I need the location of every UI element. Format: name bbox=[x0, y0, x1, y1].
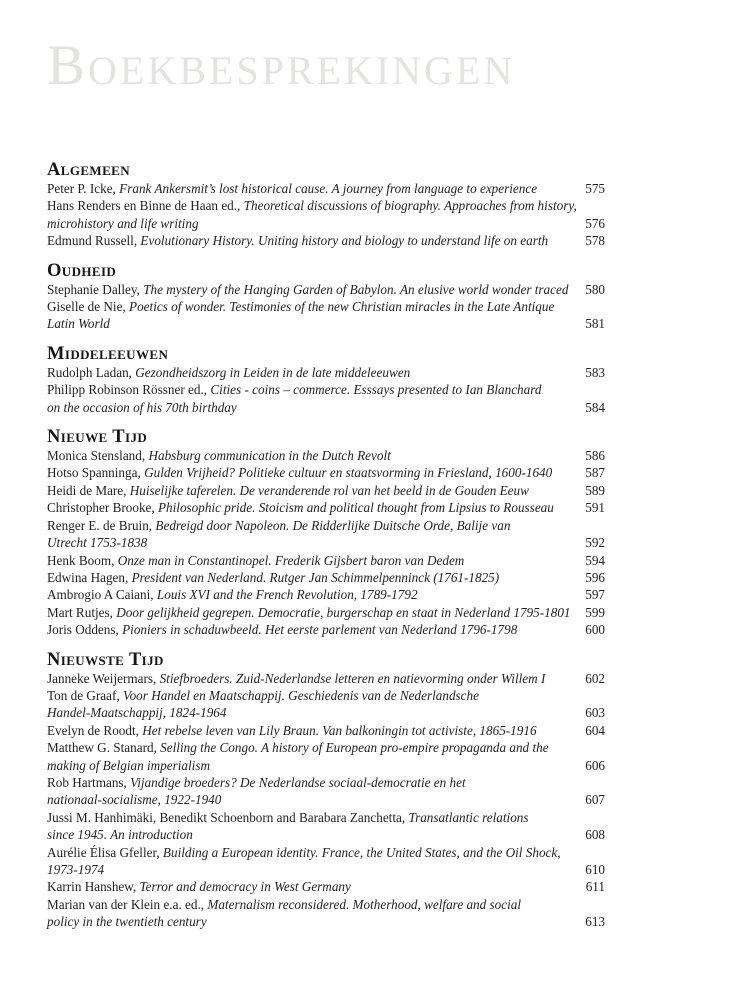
entry-title: since 1945. An introduction bbox=[47, 827, 193, 843]
entry-author: Jussi M. Hanhimäki, Benedikt Schoenborn and Barabara Zanchetta, bbox=[47, 809, 409, 825]
entry-title: Door gelijkheid gegrepen. Democratie, burgerschap en staat in Nederland 1795-1801 bbox=[116, 604, 571, 620]
entry-text bbox=[47, 198, 577, 213]
entry-text bbox=[47, 688, 479, 703]
entry-page-number: 586 bbox=[585, 448, 605, 464]
entry-title: microhistory and life writing bbox=[47, 215, 199, 231]
entry-text bbox=[47, 792, 221, 807]
entry-author: Heidi de Mare, bbox=[47, 482, 130, 498]
toc-line bbox=[47, 913, 605, 930]
entry-title: policy in the twentieth century bbox=[47, 914, 207, 930]
entry-page-number: 611 bbox=[585, 879, 605, 895]
entry-text bbox=[47, 448, 391, 463]
toc-line bbox=[47, 670, 605, 687]
entry-author: Karrin Hanshew, bbox=[47, 879, 140, 895]
entry-text bbox=[47, 827, 193, 842]
entry-title: Cities - coins – commerce. Esssays presented to Ian Blanchard bbox=[210, 382, 542, 398]
entry-title: Philosophic pride. Stoicism and political thought from Lipsius to Rousseau bbox=[157, 500, 554, 516]
toc-line bbox=[47, 364, 605, 381]
entry-page-number: 591 bbox=[585, 500, 605, 516]
entry-author: Hans Renders en Binne de Haan ed., bbox=[47, 198, 244, 214]
toc-line bbox=[47, 826, 605, 843]
entry-page-number: 589 bbox=[585, 482, 605, 498]
toc-line bbox=[47, 722, 605, 739]
entry-page-number: 584 bbox=[585, 399, 605, 415]
entry-text bbox=[47, 500, 554, 515]
entry-author: Marian van der Klein e.a. ed., bbox=[47, 896, 208, 912]
entry-title: Frank Ankersmit’s lost historical cause. A journey from language to experience bbox=[119, 181, 538, 196]
entry-text bbox=[47, 465, 552, 480]
entry-page-number: 587 bbox=[585, 465, 605, 481]
toc-line bbox=[47, 757, 605, 774]
entry-title: Poetics of wonder. Testimonies of the new Christian miracles in the Late Antique bbox=[129, 299, 555, 315]
entry-text bbox=[47, 758, 210, 773]
entry-title: Maternalism reconsidered. Motherhood, welfare and social bbox=[207, 896, 522, 912]
toc-line bbox=[47, 791, 605, 808]
entry-text bbox=[47, 605, 571, 620]
entry-title: Evolutionary History. Uniting history and biology to understand life on earth bbox=[140, 233, 549, 249]
section-heading: Nieuwe Tijd bbox=[47, 427, 148, 448]
entry-author: Edmund Russell, bbox=[47, 233, 141, 249]
entry-title: Louis XVI and the French Revolution, 1789-1792 bbox=[156, 587, 418, 603]
entry-author: Philipp Robinson Rössner ed., bbox=[47, 382, 211, 398]
entry-author: Monica Stensland, bbox=[47, 448, 149, 464]
toc-line bbox=[47, 809, 605, 826]
entry-author: Peter P. Icke, bbox=[47, 181, 120, 196]
toc-line bbox=[47, 180, 605, 197]
entry-page-number: 600 bbox=[585, 622, 605, 638]
entry-title: Onze man in Constantinopel. Frederik Gijsbert baron van Dedem bbox=[117, 552, 465, 568]
entry-text bbox=[47, 740, 549, 755]
entry-title: nationaal-socialisme, 1922-1940 bbox=[47, 792, 222, 808]
entry-title: Gulden Vrijheid? Politieke cultuur en staatsvorming in Friesland, 1600-1640 bbox=[144, 465, 553, 481]
entry-title: Het rebelse leven van Lily Braun. Van balkoningin tot activiste, 1865-1916 bbox=[142, 722, 537, 738]
entry-page-number: 592 bbox=[585, 535, 605, 551]
section-heading: Oudheid bbox=[47, 260, 117, 281]
entry-author: Henk Boom, bbox=[47, 552, 118, 568]
entry-title: Pioniers in schaduwbeeld. Het eerste parlement van Nederland 1796-1798 bbox=[122, 622, 518, 638]
section-heading: Middeleeuwen bbox=[47, 343, 169, 364]
entry-title: Handel-Maatschappij, 1824-1964 bbox=[47, 705, 227, 721]
entry-text bbox=[47, 705, 226, 720]
toc-line bbox=[47, 621, 605, 638]
toc-line bbox=[47, 896, 605, 913]
toc-line bbox=[47, 464, 605, 481]
toc-line bbox=[47, 447, 605, 464]
entry-title: The mystery of the Hanging Garden of Babylon. An elusive world wonder traced bbox=[143, 281, 569, 297]
toc-line bbox=[47, 232, 605, 249]
entry-title: Voor Handel en Maatschappij. Geschiedenis van de Nederlandsche bbox=[122, 687, 479, 703]
entry-title: Bedreigd door Napoleon. De Ridderlijke Duitsche Orde, Balije van bbox=[155, 517, 511, 533]
entry-author: Janneke Weijermars, bbox=[47, 670, 160, 686]
toc-line bbox=[47, 604, 605, 621]
page-title: Boekbesprekingen bbox=[47, 34, 516, 97]
entry-text bbox=[47, 216, 199, 231]
entry-text bbox=[47, 570, 499, 585]
entry-page-number: 597 bbox=[585, 587, 605, 603]
entry-title: Gezondheidszorg in Leiden in de late middeleeuwen bbox=[135, 364, 411, 380]
entry-page-number: 581 bbox=[585, 316, 605, 332]
entry-page-number: 602 bbox=[585, 670, 605, 686]
toc-line bbox=[47, 499, 605, 516]
entry-page-number: 608 bbox=[585, 827, 605, 843]
toc-section-algemeen bbox=[47, 160, 605, 250]
entry-title: Transatlantic relations bbox=[408, 809, 529, 825]
toc-line bbox=[47, 197, 605, 214]
entry-text bbox=[47, 299, 554, 314]
entry-text bbox=[47, 382, 541, 397]
entry-text bbox=[47, 553, 464, 568]
entry-text bbox=[47, 723, 537, 738]
toc-line bbox=[47, 281, 605, 298]
entry-title: Theoretical discussions of biography. Approaches from history, bbox=[243, 198, 577, 214]
toc-line bbox=[47, 399, 605, 416]
entry-author: Ton de Graaf, bbox=[47, 687, 123, 703]
entry-page-number: 578 bbox=[585, 233, 605, 249]
toc-line bbox=[47, 552, 605, 569]
entry-author: Mart Rutjes, bbox=[47, 604, 117, 620]
entry-title: Stiefbroeders. Zuid-Nederlandse letteren en natievorming onder Willem I bbox=[159, 670, 546, 686]
toc-section-nieuwe-tijd bbox=[47, 427, 605, 638]
entry-title: Selling the Congo. A history of European pro-empire propaganda and the bbox=[160, 740, 549, 756]
entry-text bbox=[47, 914, 207, 929]
entry-title: Huiselijke taferelen. De veranderende rol van het beeld in de Gouden Eeuw bbox=[129, 482, 529, 498]
entry-page-number: 583 bbox=[585, 364, 605, 380]
entry-author: Rob Hartmans, bbox=[47, 774, 131, 790]
toc-line bbox=[47, 381, 605, 398]
entry-title: on the occasion of his 70th birthday bbox=[47, 399, 237, 415]
entry-text bbox=[47, 897, 521, 912]
entry-text bbox=[47, 879, 351, 894]
section-heading: Algemeen bbox=[47, 160, 131, 180]
entry-author: Renger E. de Bruin, bbox=[47, 517, 156, 533]
toc-line bbox=[47, 878, 605, 895]
entry-page-number: 610 bbox=[585, 862, 605, 877]
entry-title: President van Nederland. Rutger Jan Schimmelpenninck (1761-1825) bbox=[131, 569, 500, 585]
entry-text bbox=[47, 181, 537, 196]
entry-title: 1973-1974 bbox=[47, 862, 105, 877]
entry-title: Terror and democracy in West Germany bbox=[139, 879, 351, 895]
entry-author: Rudolph Ladan, bbox=[47, 364, 136, 380]
entry-title: Latin World bbox=[47, 316, 110, 332]
entry-page-number: 599 bbox=[585, 604, 605, 620]
toc-line bbox=[47, 861, 605, 878]
entry-page-number: 594 bbox=[585, 552, 605, 568]
entry-title: Building a European identity. France, the United States, and the Oil Shock, bbox=[162, 844, 561, 860]
entry-page-number: 606 bbox=[585, 757, 605, 773]
entry-title: making of Belgian imperialism bbox=[47, 757, 210, 773]
entry-text bbox=[47, 810, 529, 825]
toc-section-middeleeuwen bbox=[47, 344, 605, 416]
entry-text bbox=[47, 400, 237, 415]
entry-author: Ambrogio A Caiani, bbox=[47, 587, 157, 603]
entry-text bbox=[47, 483, 529, 498]
entry-page-number: 607 bbox=[585, 792, 605, 808]
entry-page-number: 613 bbox=[585, 914, 605, 930]
entry-text bbox=[47, 862, 104, 877]
toc-line bbox=[47, 569, 605, 586]
entry-author: Evelyn de Roodt, bbox=[47, 722, 143, 738]
toc-line bbox=[47, 844, 605, 861]
toc-line bbox=[47, 739, 605, 756]
toc-line bbox=[47, 586, 605, 603]
entry-page-number: 604 bbox=[585, 722, 605, 738]
toc-line bbox=[47, 517, 605, 534]
entry-author: Hotso Spanninga, bbox=[47, 465, 145, 481]
section-heading: Nieuwste Tijd bbox=[47, 649, 164, 670]
toc-line bbox=[47, 704, 605, 721]
entry-author: Matthew G. Stanard, bbox=[47, 740, 161, 756]
entry-page-number: 575 bbox=[585, 181, 605, 196]
toc-section-nieuwste-tijd bbox=[47, 650, 605, 931]
toc-line bbox=[47, 482, 605, 499]
entry-page-number: 603 bbox=[585, 705, 605, 721]
entry-text bbox=[47, 518, 510, 533]
entry-page-number: 580 bbox=[585, 281, 605, 297]
entry-title: Vijandige broeders? De Nederlandse sociaal-democratie en het bbox=[130, 774, 466, 790]
entry-page-number: 576 bbox=[585, 215, 605, 231]
entry-author: Giselle de Nie, bbox=[47, 299, 130, 315]
toc-line bbox=[47, 687, 605, 704]
toc-line bbox=[47, 534, 605, 551]
entry-text bbox=[47, 845, 561, 860]
entry-text bbox=[47, 622, 517, 637]
table-of-contents bbox=[47, 160, 605, 931]
entry-author: Stephanie Dalley, bbox=[47, 281, 144, 297]
toc-line bbox=[47, 215, 605, 232]
entry-author: Edwina Hagen, bbox=[47, 569, 132, 585]
entry-author: Aurélie Élisa Gfeller, bbox=[47, 844, 163, 860]
entry-text bbox=[47, 282, 568, 297]
entry-text bbox=[47, 535, 147, 550]
entry-text bbox=[47, 233, 548, 248]
entry-title: Utrecht 1753-1838 bbox=[47, 535, 148, 551]
entry-author: Joris Oddens, bbox=[47, 622, 123, 638]
entry-author: Christopher Brooke, bbox=[47, 500, 158, 516]
toc-line bbox=[47, 315, 605, 332]
toc-line bbox=[47, 298, 605, 315]
entry-text bbox=[47, 671, 545, 686]
entry-title: Habsburg communication in the Dutch Revolt bbox=[148, 448, 391, 464]
entry-text bbox=[47, 775, 466, 790]
entry-text bbox=[47, 587, 418, 602]
toc-line bbox=[47, 774, 605, 791]
entry-text bbox=[47, 316, 110, 331]
entry-page-number: 596 bbox=[585, 569, 605, 585]
toc-section-oudheid bbox=[47, 261, 605, 333]
entry-text bbox=[47, 365, 410, 380]
